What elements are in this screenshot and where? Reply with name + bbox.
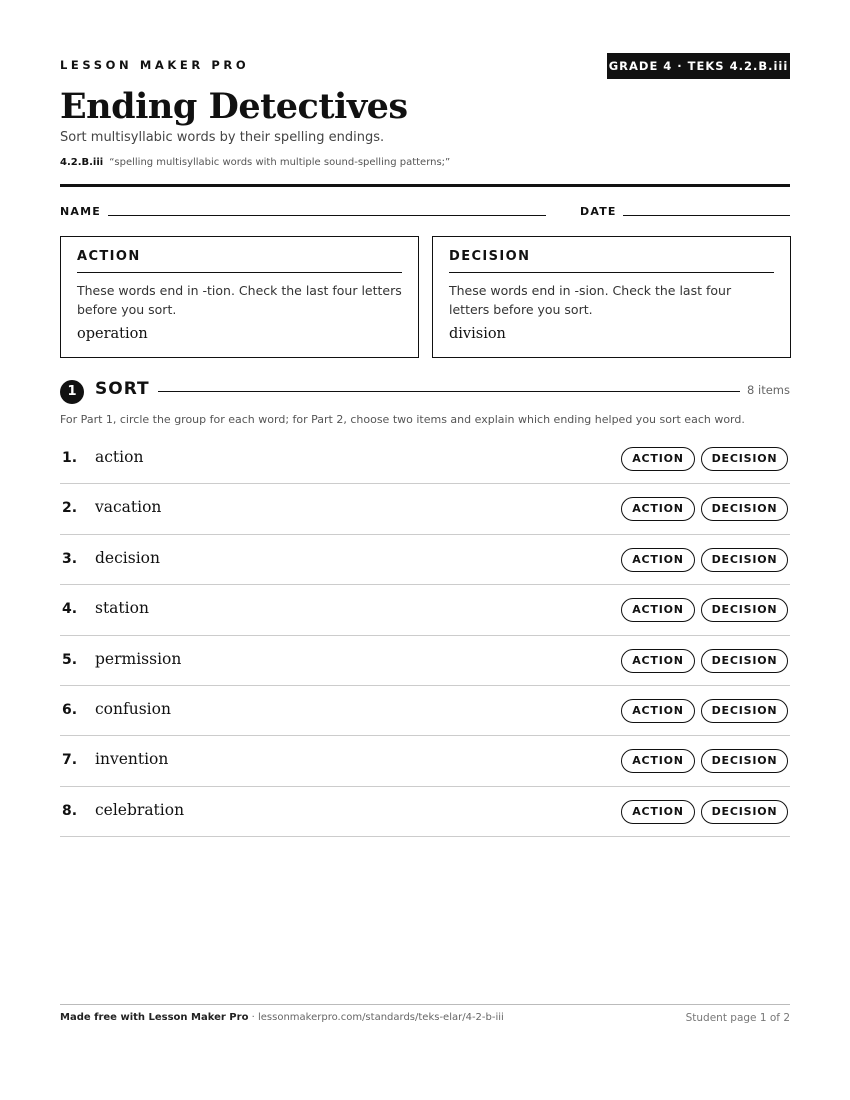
action-option-button[interactable]: ACTION	[621, 649, 695, 673]
page-subtitle: Sort multisyllabic words by their spelling endings.	[60, 130, 385, 145]
standard-text: “spelling multisyllabic words with multiple sound-spelling patterns;”	[109, 157, 451, 168]
action-option-button[interactable]: ACTION	[621, 800, 695, 824]
category-description: These words end in -tion. Check the last four letters before you sort.	[77, 283, 402, 317]
action-option-button[interactable]: ACTION	[621, 699, 695, 723]
sort-item	[60, 434, 790, 484]
action-option-button[interactable]: ACTION	[621, 598, 695, 622]
footer-divider	[60, 1004, 790, 1005]
item-word: permission	[95, 649, 182, 668]
sort-item-list	[60, 434, 790, 837]
date-label: DATE	[580, 205, 617, 218]
item-number: 2.	[62, 500, 78, 517]
category-box-action	[60, 236, 419, 358]
sort-item	[60, 636, 790, 686]
item-word: celebration	[95, 800, 185, 819]
decision-option-button[interactable]: DECISION	[701, 649, 788, 673]
item-number: 5.	[62, 651, 78, 668]
decision-option-button[interactable]: DECISION	[701, 548, 788, 572]
category-box-decision	[432, 236, 791, 358]
item-number: 4.	[62, 601, 78, 618]
item-number: 8.	[62, 802, 78, 819]
category-heading: DECISION	[449, 249, 774, 273]
decision-option-button[interactable]: DECISION	[701, 749, 788, 773]
page-title: Ending Detectives	[60, 86, 408, 127]
item-number: 6.	[62, 701, 78, 718]
standard-code: 4.2.B.iii	[60, 157, 104, 168]
date-field[interactable]	[623, 215, 790, 216]
decision-option-button[interactable]: DECISION	[701, 800, 788, 824]
sort-item	[60, 484, 790, 534]
item-word: action	[95, 448, 144, 466]
section-instructions: For Part 1, circle the group for each word; for Part 2, choose two items and explain which ending helped you sort each word.	[60, 413, 745, 426]
title-divider	[60, 184, 790, 187]
footer-url: · lessonmakerpro.com/standards/teks-elar/4-2-b-iii	[248, 1012, 504, 1023]
sort-item	[60, 535, 790, 585]
name-field[interactable]	[108, 215, 546, 216]
sort-item	[60, 787, 790, 837]
sort-item	[60, 736, 790, 786]
category-example: operation	[77, 326, 148, 342]
decision-option-button[interactable]: DECISION	[701, 447, 788, 471]
item-number: 3.	[62, 550, 78, 567]
item-word: decision	[95, 548, 160, 567]
item-number: 7.	[62, 752, 78, 769]
item-number: 1.	[62, 450, 78, 466]
category-description: These words end in -sion. Check the last four letters before you sort.	[449, 283, 732, 317]
footer-page-number: Student page 1 of 2	[685, 1012, 790, 1024]
decision-option-button[interactable]: DECISION	[701, 699, 788, 723]
category-heading: ACTION	[77, 249, 402, 273]
sort-item	[60, 686, 790, 736]
decision-option-button[interactable]: DECISION	[701, 497, 788, 521]
item-word: invention	[95, 750, 169, 769]
footer-made-with: Made free with Lesson Maker Pro	[60, 1012, 249, 1023]
name-label: NAME	[60, 205, 101, 218]
section-number-badge: 1	[60, 380, 84, 404]
sort-item	[60, 585, 790, 635]
item-word: confusion	[95, 699, 171, 718]
standard-line	[60, 157, 450, 168]
action-option-button[interactable]: ACTION	[621, 447, 695, 471]
item-word: vacation	[95, 498, 162, 517]
action-option-button[interactable]: ACTION	[621, 548, 695, 572]
section-title: SORT	[95, 379, 150, 399]
section-divider	[158, 391, 740, 392]
grade-badge: GRADE 4 · TEKS 4.2.B.iii	[607, 53, 790, 79]
footer-credit	[60, 1012, 504, 1023]
category-example: division	[449, 326, 506, 342]
action-option-button[interactable]: ACTION	[621, 497, 695, 521]
action-option-button[interactable]: ACTION	[621, 749, 695, 773]
item-word: station	[95, 599, 149, 618]
brand-name: LESSON MAKER PRO	[60, 58, 250, 72]
section-item-count: 8 items	[747, 383, 790, 397]
decision-option-button[interactable]: DECISION	[701, 598, 788, 622]
